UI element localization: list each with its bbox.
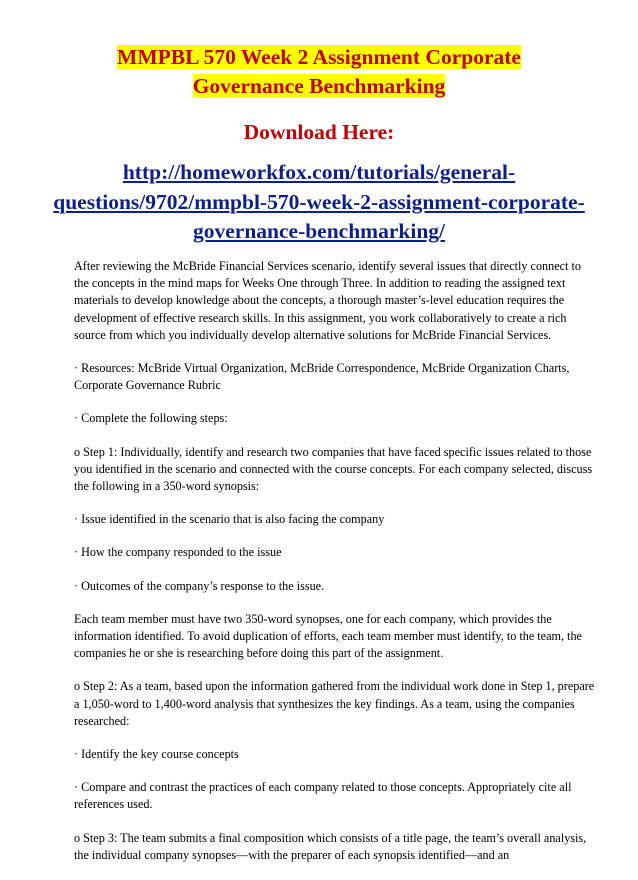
step-2: o Step 2: As a team, based upon the information gathered from the individual work done in Step 1, prepare a 1,050-word to 1,400-word analysis that synthesizes the key findings. As a team, using the companies researched:: [74, 679, 595, 728]
bullet-company-response: · How the company responded to the issue: [74, 545, 282, 560]
paragraph-intro: After reviewing the McBride Financial Services scenario, identify several issues that directly connect to the concepts in the mind maps for Weeks One through Three. In addition to reading the assigned text materials to develop knowledge about the concepts, a thorough master’s-level education requires the development of effective research skills. In this assignment, you work collaboratively to create a rich source from which you individually develop alternative solutions for McBride Financial Services.: [74, 259, 581, 342]
document-title: [60, 43, 578, 101]
title-highlight: MMPBL 570 Week 2 Assignment Corporate Governance Benchmarking: [117, 45, 521, 98]
document-body: [74, 258, 598, 880]
bullet-issue-identified: · Issue identified in the scenario that is also facing the company: [74, 512, 385, 527]
download-link[interactable]: http://homeworkfox.com/tutorials/general-questions/9702/mmpbl-570-week-2-assignment-corporate-governance-benchmarking/: [53, 160, 585, 243]
download-heading: Download Here:: [243, 120, 395, 144]
bullet-complete-steps: · Complete the following steps:: [74, 411, 228, 426]
step-1: o Step 1: Individually, identify and research two companies that have faced specific issues related to those you identified in the scenario and connected with the course concepts. For each company selected, discuss the following in a 350-word synopsis:: [74, 444, 593, 494]
bullet-resources: · Resources: McBride Virtual Organization, McBride Correspondence, McBride Organization Charts, Corporate Governance Rubric: [74, 361, 570, 393]
step-3: o Step 3: The team submits a final composition which consists of a title page, the team’s overall analysis, the individual company synopses—with the preparer of each synopsis identified—and an: [74, 830, 587, 862]
bullet-outcomes: · Outcomes of the company’s response to the issue.: [74, 578, 325, 593]
paragraph-synopses: Each team member must have two 350-word synopses, one for each company, which provides the information identified. To avoid duplication of efforts, each team member must identify, to the team, the companies he or she is researching before doing this part of the assignment.: [74, 611, 582, 661]
bullet-key-concepts: · Identify the key course concepts: [74, 747, 239, 762]
bullet-compare-contrast: · Compare and contrast the practices of each company related to those concepts. Appropriately cite all references used.: [74, 780, 572, 812]
